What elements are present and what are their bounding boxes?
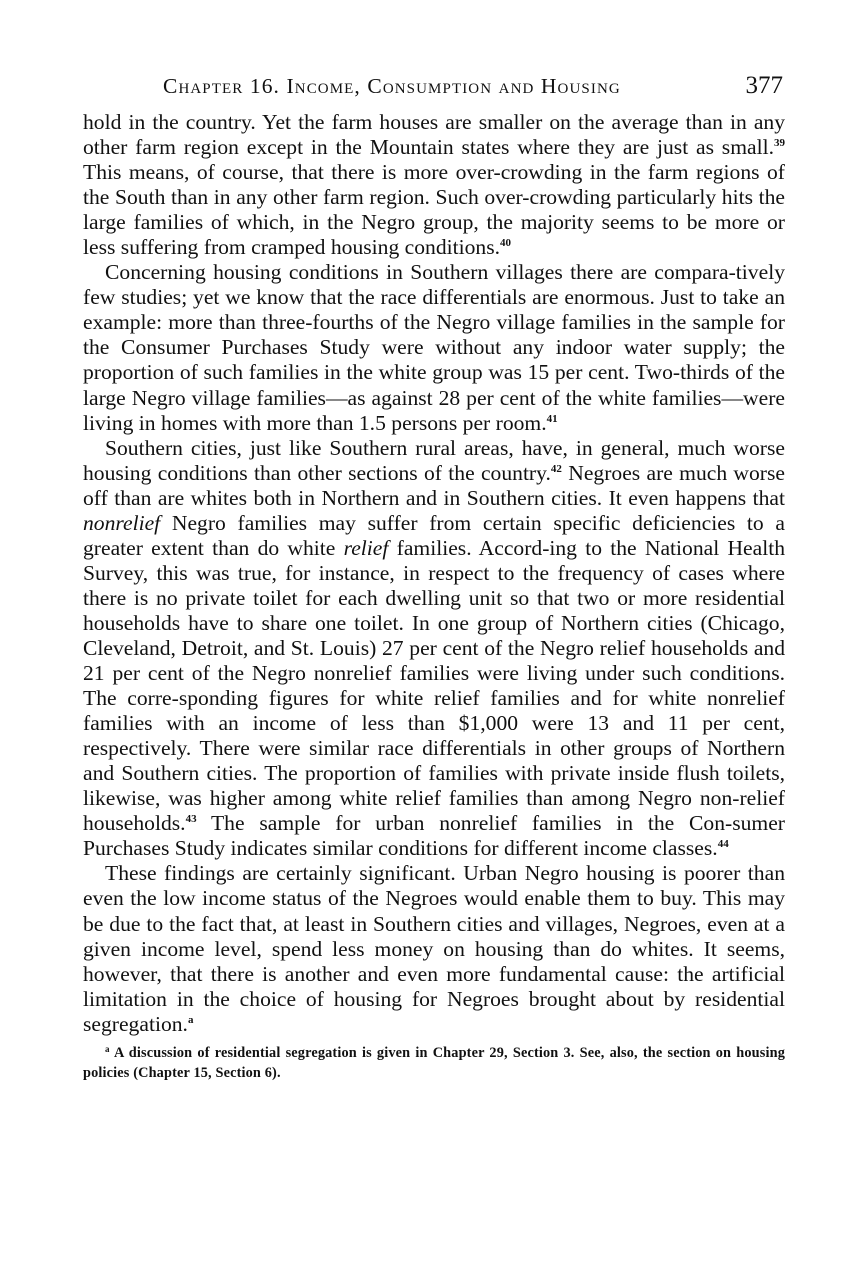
text-run: Negro families may suffer from certain specific deficiencies to a greater extent than do white bbox=[83, 510, 785, 560]
text-run: These findings are certainly significant. Urban Negro housing is poorer than even the low income status of the Negroes would enable them to buy. This may be due to the fact that, at least in Southern cities and villages, Negroes, even at a given income level, spend less money on housing than do whites. It seems, however, that there is another and even more fundamental cause: the artificial limitation in the choice of housing for Negroes brought about by residential segregation. bbox=[83, 861, 785, 1036]
text-run: hold in the country. Yet the farm houses are smaller on the average than in any other farm region except in the Mountain states where they are just as small. bbox=[83, 110, 785, 160]
text-run: The sample for urban nonrelief families in the Con-sumer Purchases Study indicates similar conditions for different income classes. bbox=[83, 811, 785, 861]
italic-term: nonrelief bbox=[83, 510, 161, 535]
paragraph bbox=[83, 110, 785, 260]
paragraph bbox=[83, 260, 785, 435]
text-run: families. Accord-ing to the National Health Survey, this was true, for instance, in respect to the frequency of cases where there is no private toilet for each dwelling unit so that two or more residential households have to share one toilet. In one group of Northern cities (Chicago, Cleveland, Detroit, and St. Louis) 27 per cent of the Negro relief households and 21 per cent of the Negro nonrelief families were living under such conditions. The corre-sponding figures for white relief families and for white nonrelief families with an income of less than $1,000 were 13 and 11 per cent, respectively. There were similar race differentials in other groups of Northern and Southern cities. The proportion of families with private inside flush toilets, likewise, was higher among white relief families than among Negro non-relief households. bbox=[83, 535, 786, 836]
footnote-reference: 43 bbox=[185, 813, 197, 826]
footnote-reference: 41 bbox=[546, 412, 558, 425]
text-run: Concerning housing conditions in Southern villages there are compara-tively few studies; yet we know that the race differentials are enormous. Just to take an example: more than three-fourths of the Negro village families in the sample for the Consumer Purchases Study were without any indoor water supply; the proportion of such families in the white group was 15 per cent. Two-thirds of the large Negro village families—as against 28 per cent of the white families—were living in homes with more than 1.5 persons per room. bbox=[83, 260, 785, 435]
footnote-reference: a bbox=[187, 1013, 194, 1026]
page-number: 377 bbox=[745, 72, 783, 99]
text-run: Southern cities, just like Southern rural areas, have, in general, much worse housing conditions than other sections of the country. bbox=[83, 435, 785, 485]
italic-term: relief bbox=[343, 535, 389, 560]
footnote bbox=[83, 1043, 785, 1083]
footnote-reference: 39 bbox=[774, 137, 785, 150]
footnote-reference: 40 bbox=[500, 237, 512, 250]
footnote-text: A discussion of residential segregation is given in Chapter 29, Section 3. See, also, the section on housing policies (Chapter 15, Section 6). bbox=[83, 1044, 786, 1081]
running-head bbox=[83, 72, 785, 110]
paragraph bbox=[83, 436, 785, 862]
text-run: This means, of course, that there is more over-crowding in the farm regions of the South than in any other farm region. Such over-crowding particularly hits the large families of which, in the Negro group, the majority seems to be more or less suffering from cramped housing conditions. bbox=[83, 160, 785, 260]
book-page bbox=[83, 72, 785, 1083]
footnote-reference: 44 bbox=[717, 838, 729, 851]
text-run: Negroes are much worse off than are whites both in Northern and in Southern cities. It even happens that bbox=[83, 460, 785, 510]
footnote-marker: a bbox=[105, 1043, 110, 1054]
chapter-title: Chapter 16. Income, Consumption and Housing bbox=[163, 74, 621, 98]
body-text bbox=[83, 110, 785, 1037]
paragraph bbox=[83, 861, 785, 1036]
footnote-reference: 42 bbox=[550, 462, 562, 475]
